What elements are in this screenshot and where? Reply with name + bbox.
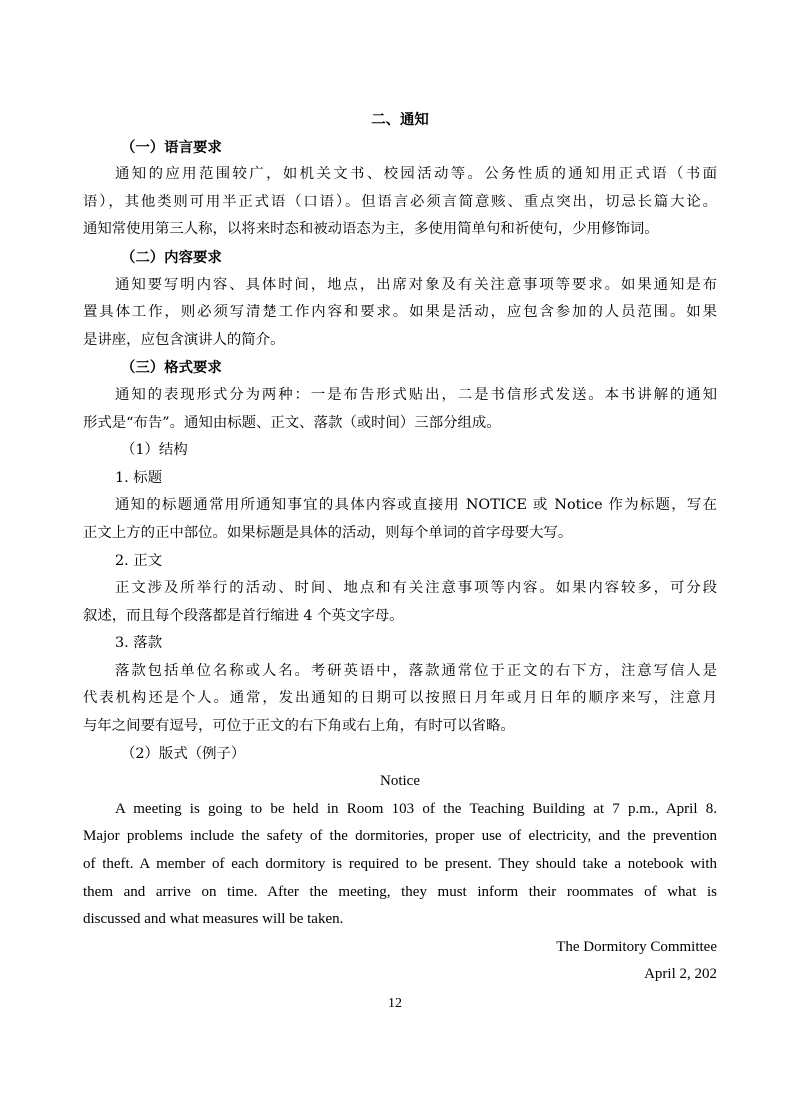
item-label-body: 2. 正文 [115, 552, 163, 569]
paragraph-line: 叙述，而且每个段落都是首行缩进 4 个英文字母。 [83, 607, 404, 624]
subsection-title-format: （三）格式要求 [121, 359, 222, 377]
paragraph-line: 代表机构还是个人。通常，发出通知的日期可以按照日月年或月日年的顺序来写，注意月 [83, 690, 717, 707]
format-label: （2）版式（例子） [121, 745, 246, 762]
example-signature: The Dormitory Committee [556, 938, 717, 955]
paragraph-line: 通知的标题通常用所通知事宜的具体内容或直接用 NOTICE 或 Notice 作为标题，写在 [115, 497, 717, 514]
paragraph-line: 正文上方的正中部位。如果标题是具体的活动，则每个单词的首字母要大写。 [83, 524, 573, 541]
paragraph-line: 语），其他类则可用半正式语（口语）。但语言必须言简意赅、重点突出，切忌长篇大论。 [83, 193, 717, 210]
subsection-title-content: （二）内容要求 [121, 248, 222, 266]
paragraph-line: 通知常使用第三人称，以将来时态和被动语态为主，多使用简单句和祈使句，少用修饰词。 [83, 221, 659, 238]
example-line: them and arrive on time. After the meeting, they must inform their roommates of what is [83, 883, 717, 900]
example-line: Major problems include the safety of the dormitories, proper use of electricity, and the prevention [83, 828, 717, 845]
example-line: A meeting is going to be held in Room 103 of the Teaching Building at 7 p.m., April 8. [115, 800, 717, 817]
example-date: April 2, 202 [644, 966, 717, 983]
paragraph-line: 通知要写明内容、具体时间，地点，出席对象及有关注意事项等要求。如果通知是布 [115, 276, 717, 293]
item-label-title: 1. 标题 [115, 469, 163, 486]
paragraph-line: 形式是“布告”。通知由标题、正文、落款（或时间）三部分组成。 [83, 414, 501, 431]
structure-label: （1）结构 [121, 442, 188, 459]
page-number: 12 [388, 996, 402, 1011]
example-line: of theft. A member of each dormitory is required to be present. They should take a notebook with [83, 856, 717, 873]
paragraph-line: 通知的应用范围较广，如机关文书、校园活动等。公务性质的通知用正式语（书面 [115, 166, 717, 183]
paragraph-line: 与年之间要有逗号，可位于正文的右下角或右上角，有时可以省略。 [83, 718, 515, 735]
example-line: discussed and what measures will be taken. [83, 911, 344, 928]
paragraph-line: 落款包括单位名称或人名。考研英语中，落款通常位于正文的右下方，注意写信人是 [115, 662, 717, 679]
paragraph-line: 正文涉及所举行的活动、时间、地点和有关注意事项等内容。如果内容较多，可分段 [115, 580, 717, 597]
example-title: Notice [380, 773, 420, 790]
section-heading: 二、通知 [371, 111, 429, 128]
document-content [83, 106, 717, 989]
paragraph-line: 置具体工作，则必须写清楚工作内容和要求。如果是活动，应包含参加的人员范围。如果 [83, 304, 717, 321]
item-label-signature: 3. 落款 [115, 635, 163, 652]
subsection-title-language: （一）语言要求 [121, 138, 222, 156]
paragraph-line: 通知的表现形式分为两种：一是布告形式贴出，二是书信形式发送。本书讲解的通知 [115, 386, 717, 403]
paragraph-line: 是讲座，应包含演讲人的简介。 [83, 331, 285, 348]
